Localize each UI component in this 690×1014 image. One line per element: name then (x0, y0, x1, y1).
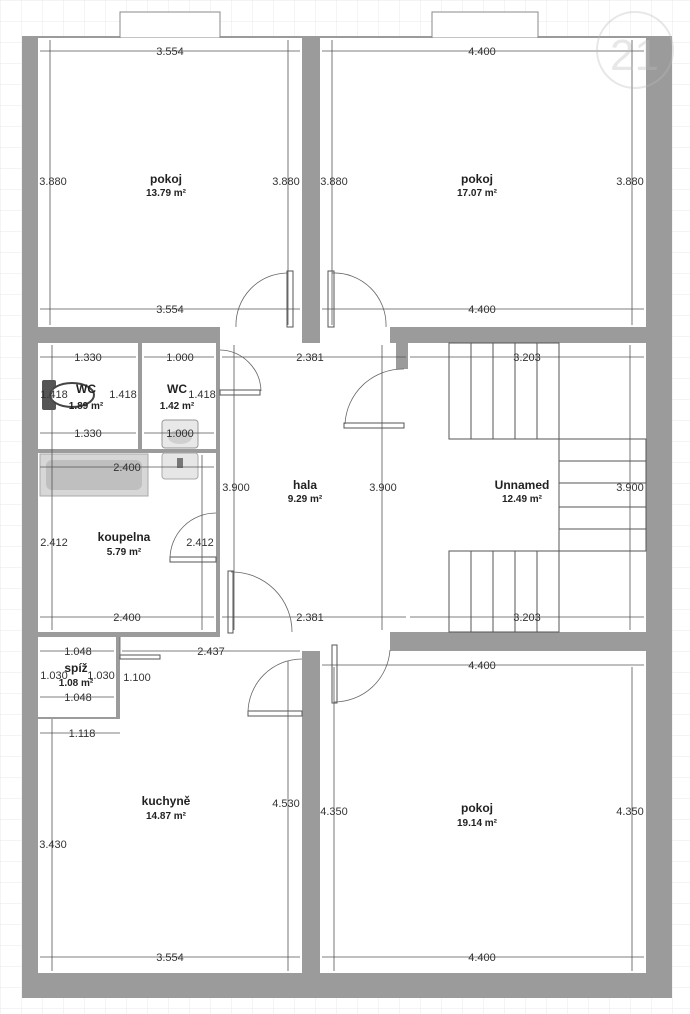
dim-label: 1.030 (40, 670, 68, 682)
room-area-pokoj-1: 13.79 m² (145, 188, 187, 199)
room-name-kuchyne: kuchyně (141, 794, 191, 808)
dim-label: 1.118 (68, 728, 96, 740)
wall-stub-10 (116, 637, 120, 717)
room-name-unnamed: Unnamed (494, 478, 550, 492)
dim-label: 3.880 (272, 176, 300, 188)
dim-label: 2.400 (113, 462, 141, 474)
dim-label: 3.430 (39, 839, 67, 851)
dim-label: 1.100 (123, 672, 151, 684)
wall-stub-4 (302, 651, 320, 659)
dim-label: 1.000 (166, 352, 194, 364)
dim-label: 2.412 (186, 537, 214, 549)
room-area-wc-1: 1.89 m² (68, 401, 104, 412)
dim-label: 4.400 (468, 46, 496, 58)
dim-label: 1.030 (87, 670, 115, 682)
wall-stub-8 (38, 449, 216, 453)
dim-label: 2.381 (296, 612, 324, 624)
wall-stub-1 (390, 327, 408, 343)
room-area-kuchyne: 14.87 m² (145, 811, 187, 822)
dim-label: 4.350 (320, 806, 348, 818)
window-right (432, 12, 538, 38)
dim-label: 1.330 (74, 428, 102, 440)
room-area-pokoj-2: 17.07 m² (456, 188, 498, 199)
wall-stub-6 (216, 343, 220, 632)
room-area-pokoj-3: 19.14 m² (456, 818, 498, 829)
room-name-spiz: spíž (64, 661, 88, 675)
dim-label: 4.400 (468, 660, 496, 672)
room-name-wc-1: WC (76, 382, 96, 396)
dim-label: 3.880 (39, 176, 67, 188)
bathtub-icon (40, 454, 148, 496)
dim-label: 2.381 (296, 352, 324, 364)
room-name-pokoj-3: pokoj (461, 801, 493, 815)
dim-label: 3.900 (616, 482, 644, 494)
svg-text:21: 21 (610, 31, 659, 80)
wall-stub-3 (390, 632, 646, 651)
room-area-unnamed: 12.49 m² (501, 494, 543, 505)
room-name-hala: hala (292, 478, 318, 492)
dim-label: 1.048 (64, 692, 92, 704)
wall-hala-corridor (302, 327, 320, 343)
dim-label: 4.350 (616, 806, 644, 818)
dim-label: 3.880 (320, 176, 348, 188)
room-name-koupelna: koupelna (97, 530, 151, 544)
wall-stub-7 (138, 343, 142, 449)
dim-label: 1.000 (166, 428, 194, 440)
dim-label: 1.330 (74, 352, 102, 364)
room-name-pokoj-2: pokoj (461, 172, 493, 186)
dim-label: 2.437 (197, 646, 225, 658)
dim-label: 1.418 (188, 389, 216, 401)
room-name-pokoj-1: pokoj (150, 172, 182, 186)
dim-label: 3.900 (222, 482, 250, 494)
room-area-koupelna: 5.79 m² (106, 547, 142, 558)
dim-label: 3.203 (513, 612, 541, 624)
wall-stub-11 (38, 717, 120, 719)
room-name-wc-2: WC (167, 382, 187, 396)
dim-label: 3.554 (156, 304, 184, 316)
room-area-spiz: 1.08 m² (58, 678, 94, 689)
dim-label: 2.400 (113, 612, 141, 624)
dim-label: 3.880 (616, 176, 644, 188)
room-area-hala: 9.29 m² (287, 494, 323, 505)
wall-stub-2 (396, 343, 408, 369)
dim-label: 1.418 (109, 389, 137, 401)
dim-label: 1.418 (40, 389, 68, 401)
dim-label: 3.554 (156, 46, 184, 58)
room-area-wc-2: 1.42 m² (159, 401, 195, 412)
washbasin-icon (162, 453, 198, 479)
dim-label: 4.530 (272, 798, 300, 810)
window-left (120, 12, 220, 38)
wall-stub-9 (38, 632, 220, 637)
wall-stub-5 (302, 717, 320, 973)
dim-label: 3.900 (369, 482, 397, 494)
dim-label: 4.400 (468, 304, 496, 316)
dim-label: 1.048 (64, 646, 92, 658)
dim-label: 4.400 (468, 952, 496, 964)
dim-label: 2.412 (40, 537, 68, 549)
dim-label: 3.203 (513, 352, 541, 364)
dim-label: 3.554 (156, 952, 184, 964)
floor-kuchyne (38, 717, 302, 973)
